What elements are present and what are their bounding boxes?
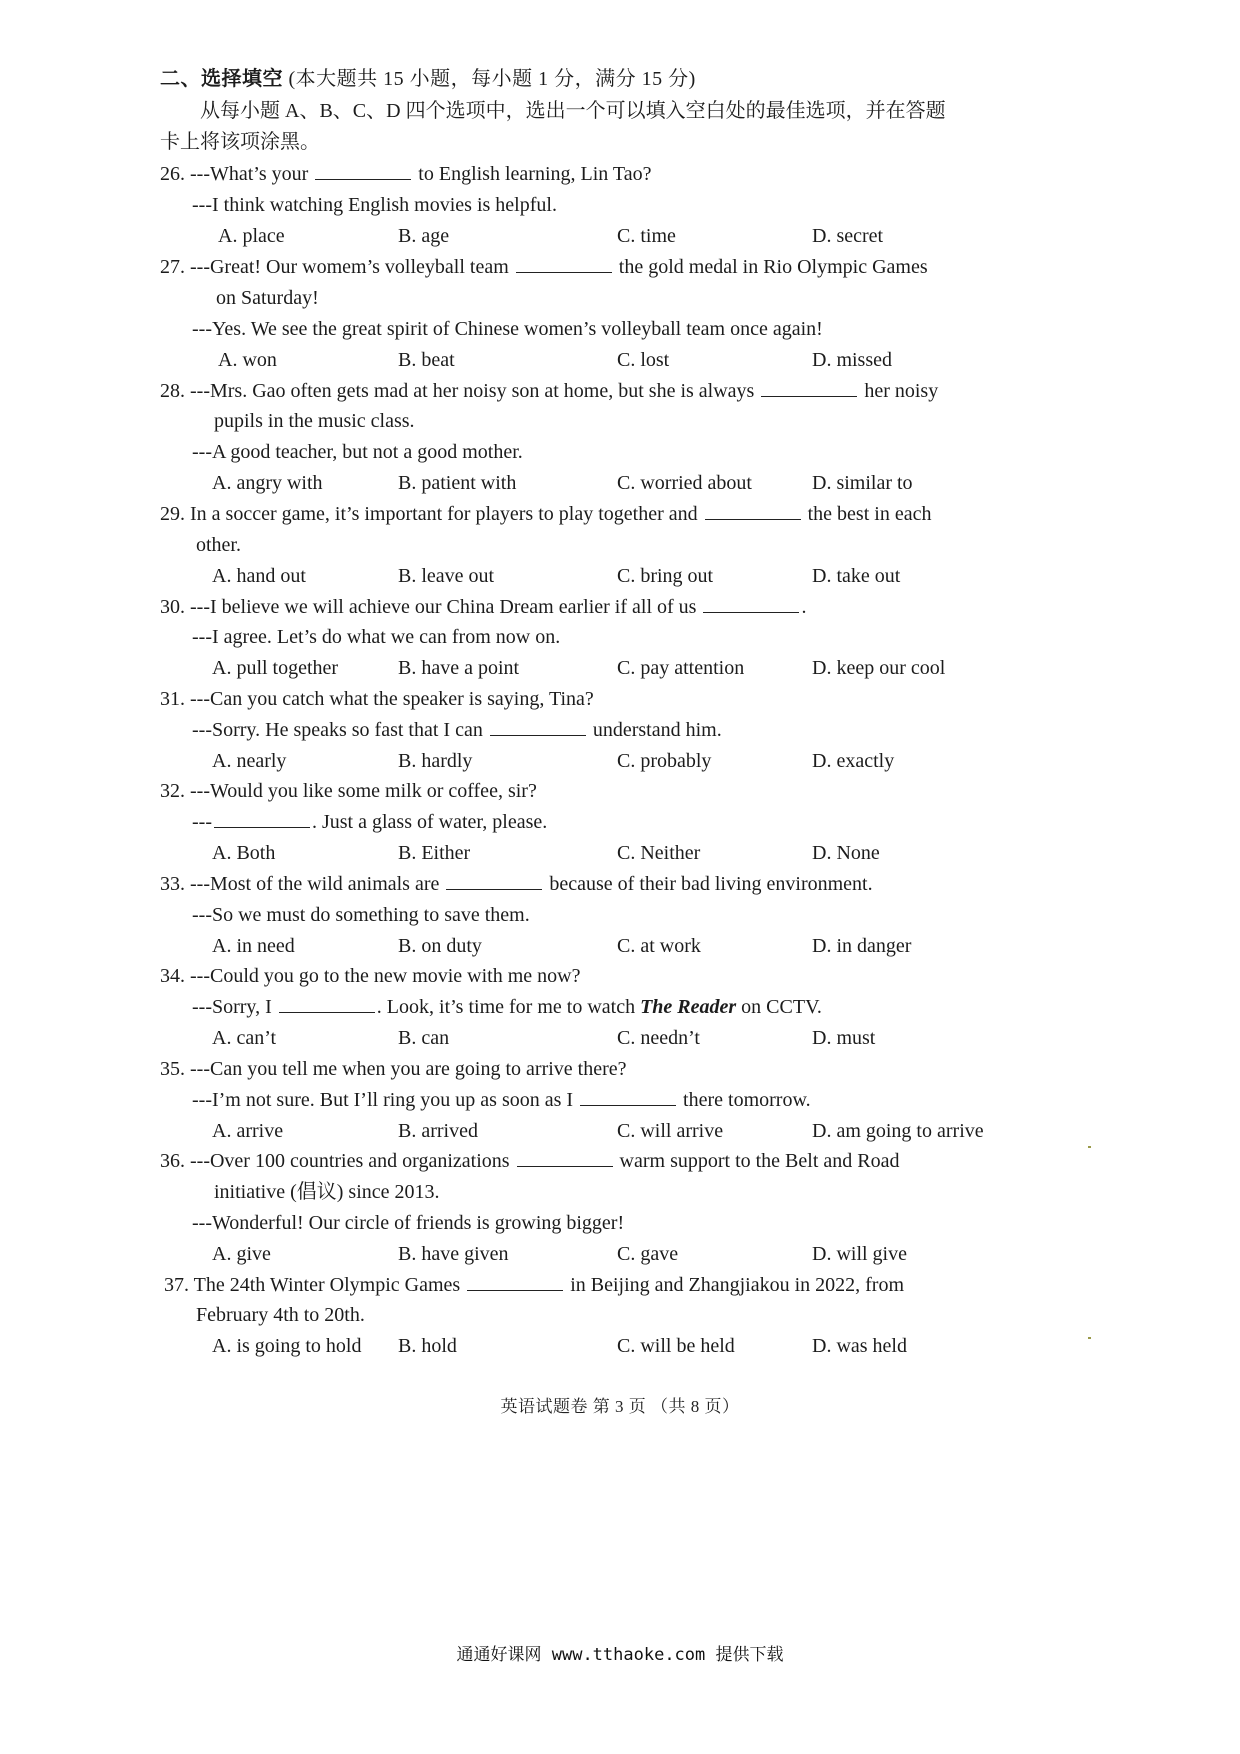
section-instruction-line-1: 从每小题 A、B、C、D 四个选项中，选出一个可以填入空白处的最佳选项，并在答题 xyxy=(200,100,946,122)
question-36-stem xyxy=(160,1146,899,1176)
question-33-stem xyxy=(160,869,873,899)
q31-reply-post: understand him. xyxy=(592,719,722,741)
q28-stem-pre: 28. ---Mrs. Gao often gets mad at her noisy son at home, but she is always xyxy=(160,380,755,402)
q35-answer-blank xyxy=(580,1087,676,1106)
question-32-reply xyxy=(192,807,547,837)
question-36-reply: ---Wonderful! Our circle of friends is growing bigger! xyxy=(192,1212,625,1234)
q34-program-title: The Reader xyxy=(640,996,737,1018)
q28-answer-blank xyxy=(761,378,857,397)
section-scoring: (本大题共 15 小题，每小题 1 分，满分 15 分) xyxy=(288,68,696,90)
q29-option-b: B. leave out xyxy=(398,565,495,587)
question-34-stem: 34. ---Could you go to the new movie with me now? xyxy=(160,965,581,987)
question-27-stem-cont: on Saturday! xyxy=(216,287,319,309)
q36-option-d: D. will give xyxy=(812,1243,907,1265)
question-34-reply xyxy=(192,992,822,1022)
q36-option-b: B. have given xyxy=(398,1243,509,1265)
q32-option-b: B. Either xyxy=(398,842,471,864)
q34-reply-post: on CCTV. xyxy=(741,996,822,1018)
scan-speck xyxy=(1088,1337,1091,1339)
q29-option-c: C. bring out xyxy=(617,565,714,587)
q27-stem-post: the gold medal in Rio Olympic Games xyxy=(618,256,928,278)
q33-stem-post: because of their bad living environment. xyxy=(549,873,873,895)
q26-option-a: A. place xyxy=(218,225,285,247)
q29-stem-post: the best in each xyxy=(807,503,932,525)
q26-answer-blank xyxy=(315,161,411,180)
q36-option-a: A. give xyxy=(212,1243,271,1265)
question-30-stem xyxy=(160,592,806,622)
question-29-stem xyxy=(160,499,931,529)
q34-reply-pre: ---Sorry, I xyxy=(192,996,272,1018)
question-26-stem xyxy=(160,159,651,189)
question-35-stem: 35. ---Can you tell me when you are going to arrive there? xyxy=(160,1058,627,1080)
scan-speck xyxy=(1088,1146,1091,1148)
q27-option-b: B. beat xyxy=(398,349,455,371)
download-note: 通通好课网 www.tthaoke.com 提供下载 xyxy=(456,1645,784,1665)
q30-option-c: C. pay attention xyxy=(617,657,745,679)
question-31-reply xyxy=(192,715,722,745)
q33-stem-pre: 33. ---Most of the wild animals are xyxy=(160,873,440,895)
question-26-reply: ---I think watching English movies is helpful. xyxy=(192,194,557,216)
question-30-reply: ---I agree. Let’s do what we can from now on. xyxy=(192,626,561,648)
question-35-reply xyxy=(192,1085,811,1115)
question-37-stem-cont: February 4th to 20th. xyxy=(196,1304,365,1326)
q32-reply-post: . Just a glass of water, please. xyxy=(311,811,548,833)
q34-option-d: D. must xyxy=(812,1027,876,1049)
question-29-stem-cont: other. xyxy=(196,534,241,556)
q26-option-b: B. age xyxy=(398,225,450,247)
q35-option-d: D. am going to arrive xyxy=(812,1120,984,1142)
q26-option-d: D. secret xyxy=(812,225,884,247)
q30-answer-blank xyxy=(703,594,799,613)
q31-option-d: D. exactly xyxy=(812,750,895,772)
q29-answer-blank xyxy=(705,501,801,520)
q28-option-c: C. worried about xyxy=(617,472,752,494)
q29-stem-pre: 29. In a soccer game, it’s important for players to play together and xyxy=(160,503,698,525)
q37-option-c: C. will be held xyxy=(617,1335,735,1357)
q31-option-b: B. hardly xyxy=(398,750,473,772)
q30-option-b: B. have a point xyxy=(398,657,520,679)
q35-option-a: A. arrive xyxy=(212,1120,284,1142)
q27-stem-pre: 27. ---Great! Our womem’s volleyball team xyxy=(160,256,509,278)
q34-answer-blank xyxy=(279,994,375,1013)
q37-option-a: A. is going to hold xyxy=(212,1335,362,1357)
section-instruction-line-2: 卡上将该项涂黑。 xyxy=(160,131,320,153)
question-31-stem: 31. ---Can you catch what the speaker is saying, Tina? xyxy=(160,688,594,710)
question-27-reply: ---Yes. We see the great spirit of Chinese women’s volleyball team once again! xyxy=(192,318,823,340)
q30-option-a: A. pull together xyxy=(212,657,339,679)
q32-option-c: C. Neither xyxy=(617,842,701,864)
q37-stem-post: in Beijing and Zhangjiakou in 2022, from xyxy=(570,1274,905,1296)
q33-option-d: D. in danger xyxy=(812,935,912,957)
q29-option-d: D. take out xyxy=(812,565,901,587)
q28-stem-post: her noisy xyxy=(864,380,939,402)
q31-option-c: C. probably xyxy=(617,750,712,772)
q33-answer-blank xyxy=(446,871,542,890)
q37-option-b: B. hold xyxy=(398,1335,457,1357)
q31-option-a: A. nearly xyxy=(212,750,287,772)
q32-reply-pre: --- xyxy=(192,811,212,833)
q36-stem-post: warm support to the Belt and Road xyxy=(619,1150,900,1172)
q35-option-b: B. arrived xyxy=(398,1120,478,1142)
question-36-stem-cont: initiative (倡议) since 2013. xyxy=(214,1181,440,1203)
section-title: 二、选择填空 xyxy=(160,68,283,90)
q26-option-c: C. time xyxy=(617,225,676,247)
q32-answer-blank xyxy=(214,809,310,828)
q37-answer-blank xyxy=(467,1272,563,1291)
q34-reply-mid: . Look, it’s time for me to watch xyxy=(376,996,636,1018)
q35-reply-post: there tomorrow. xyxy=(683,1089,811,1111)
q32-option-a: A. Both xyxy=(212,842,276,864)
q30-option-d: D. keep our cool xyxy=(812,657,946,679)
question-27-stem xyxy=(160,252,928,282)
q31-reply-pre: ---Sorry. He speaks so fast that I can xyxy=(192,719,483,741)
q36-option-c: C. gave xyxy=(617,1243,679,1265)
q27-option-c: C. lost xyxy=(617,349,670,371)
q36-stem-pre: 36. ---Over 100 countries and organizations xyxy=(160,1150,510,1172)
q33-option-a: A. in need xyxy=(212,935,295,957)
q29-option-a: A. hand out xyxy=(212,565,306,587)
question-28-reply: ---A good teacher, but not a good mother. xyxy=(192,441,523,463)
section-heading xyxy=(160,64,696,94)
q33-option-c: C. at work xyxy=(617,935,701,957)
q30-stem-post: . xyxy=(801,596,807,618)
question-32-stem: 32. ---Would you like some milk or coffee, sir? xyxy=(160,780,537,802)
page-footer: 英语试题卷 第 3 页 （共 8 页） xyxy=(500,1397,740,1416)
q37-stem-pre: 37. The 24th Winter Olympic Games xyxy=(164,1274,461,1296)
q28-option-a: A. angry with xyxy=(212,472,323,494)
q32-option-d: D. None xyxy=(812,842,880,864)
q28-option-b: B. patient with xyxy=(398,472,517,494)
q35-reply-pre: ---I’m not sure. But I’ll ring you up as soon as I xyxy=(192,1089,574,1111)
question-37-stem xyxy=(164,1270,904,1300)
q27-answer-blank xyxy=(516,254,612,273)
q35-option-c: C. will arrive xyxy=(617,1120,724,1142)
q27-option-a: A. won xyxy=(218,349,277,371)
q34-option-a: A. can’t xyxy=(212,1027,277,1049)
question-28-stem xyxy=(160,376,938,406)
q28-option-d: D. similar to xyxy=(812,472,913,494)
q26-stem-pre: 26. ---What’s your xyxy=(160,163,309,185)
q34-option-c: C. needn’t xyxy=(617,1027,700,1049)
q34-option-b: B. can xyxy=(398,1027,450,1049)
question-28-stem-cont: pupils in the music class. xyxy=(214,410,415,432)
q26-stem-post: to English learning, Lin Tao? xyxy=(418,163,652,185)
q27-option-d: D. missed xyxy=(812,349,892,371)
q37-option-d: D. was held xyxy=(812,1335,907,1357)
question-33-reply: ---So we must do something to save them. xyxy=(192,904,530,926)
q33-option-b: B. on duty xyxy=(398,935,482,957)
q36-answer-blank xyxy=(517,1148,613,1167)
q30-stem-pre: 30. ---I believe we will achieve our China Dream earlier if all of us xyxy=(160,596,697,618)
q31-answer-blank xyxy=(490,717,586,736)
